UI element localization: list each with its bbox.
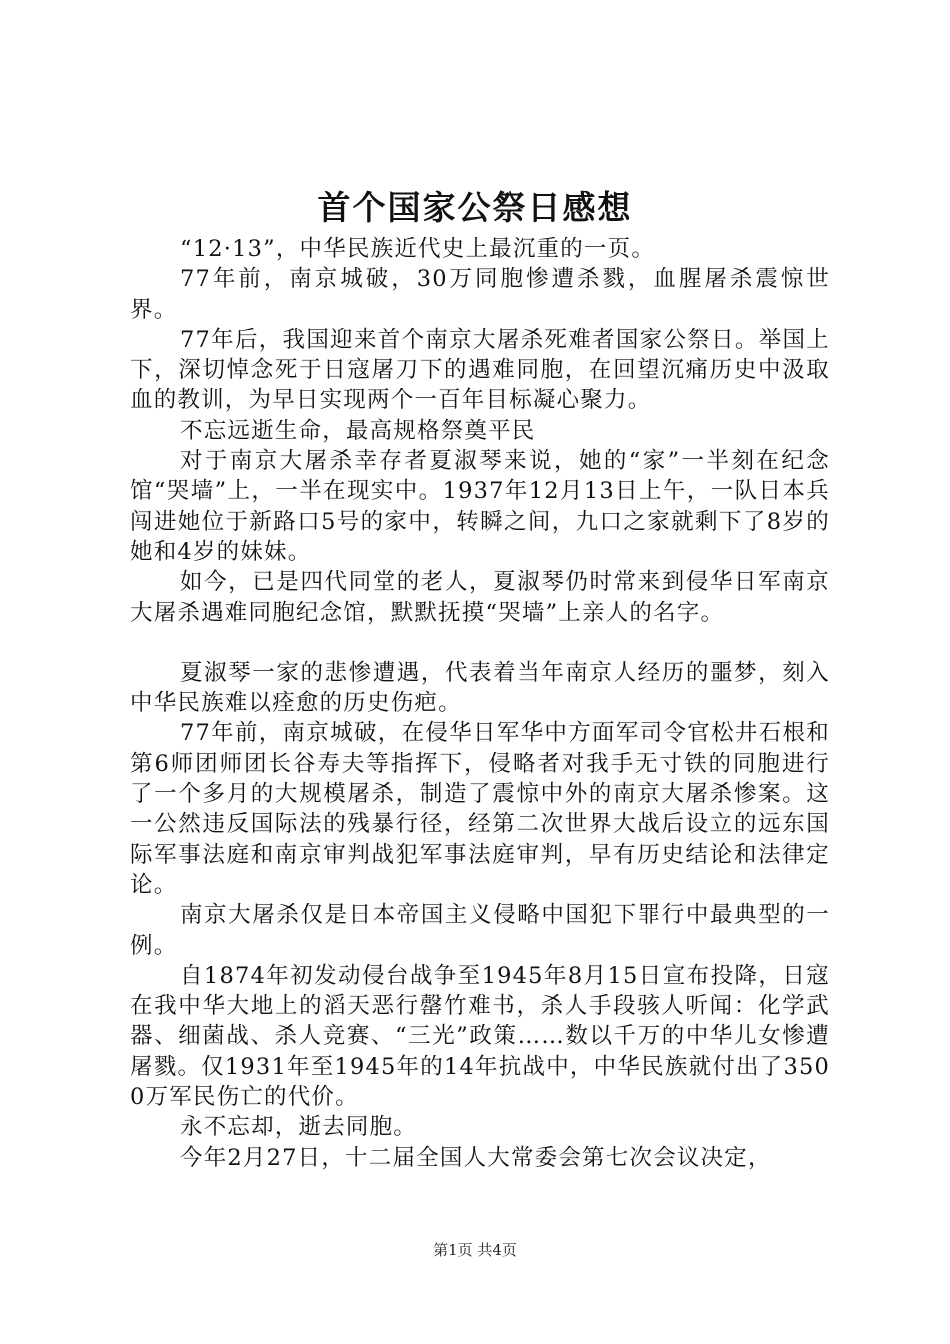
section-heading: 不忘远逝生命，最高规格祭奠平民: [180, 417, 536, 444]
paragraph-1: “12·13”，中华民族近代史上最沉重的一页。: [180, 236, 656, 262]
document-body: [130, 234, 830, 1173]
paragraph-6: 如今，已是四代同堂的老人，夏淑琴仍时常来到侵华日军南京大屠杀遇难同胞纪念馆，默默抚摸“哭墙”上亲人的名字。: [130, 569, 830, 626]
paragraph-10: 自1874年初发动侵台战争至1945年8月15日宣布投降，日寇在我中华大地上的滔天恶行罄竹难书，杀人手段骇人听闻：化学武器、细菌战、杀人竞赛、“三光”政策……数以千万的中华儿女惨遭屠戮。仅1931年至1945年的14年抗战中，中华民族就付出了3500万军民伤亡的代价。: [130, 962, 830, 1111]
paragraph-12: 今年2月27日，十二届全国人大常委会第七次会议决定，: [180, 1144, 772, 1171]
paragraph-9: 南京大屠杀仅是日本帝国主义侵略中国犯下罪行中最典型的一例。: [130, 902, 830, 959]
page-indicator: 第1页 共4页: [433, 1241, 517, 1259]
document-title: 首个国家公祭日感想: [317, 188, 633, 227]
paragraph-11: 永不忘却，逝去同胞。: [180, 1114, 418, 1141]
paragraph-2: 77年前，南京城破，30万同胞惨遭杀戮，血腥屠杀震惊世界。: [130, 266, 830, 323]
paragraph-8: 77年前，南京城破，在侵华日军华中方面军司令官松井石根和第6师团师团长谷寿夫等指挥下，侵略者对我手无寸铁的同胞进行了一个多月的大规模屠杀，制造了震惊中外的南京大屠杀惨案。这一公然违反国际法的残暴行径，经第二次世界大战后设立的远东国际军事法庭和南京审判战犯军事法庭审判，早有历史结论和法律定论。: [130, 720, 830, 898]
paragraph-5: 对于南京大屠杀幸存者夏淑琴来说，她的“家”一半刻在纪念馆“哭墙”上，一半在现实中。1937年12月13日上午，一队日本兵闯进她位于新路口5号的家中，转瞬之间，九口之家就剩下了8岁的她和4岁的妹妹。: [130, 448, 830, 565]
paragraph-3: 77年后，我国迎来首个南京大屠杀死难者国家公祭日。举国上下，深切悼念死于日寇屠刀下的遇难同胞，在回望沉痛历史中汲取血的教训，为早日实现两个一百年目标凝心聚力。: [130, 326, 830, 414]
paragraph-7: 夏淑琴一家的悲惨遭遇，代表着当年南京人经历的噩梦，刻入中华民族难以痊愈的历史伤疤。: [130, 659, 830, 717]
